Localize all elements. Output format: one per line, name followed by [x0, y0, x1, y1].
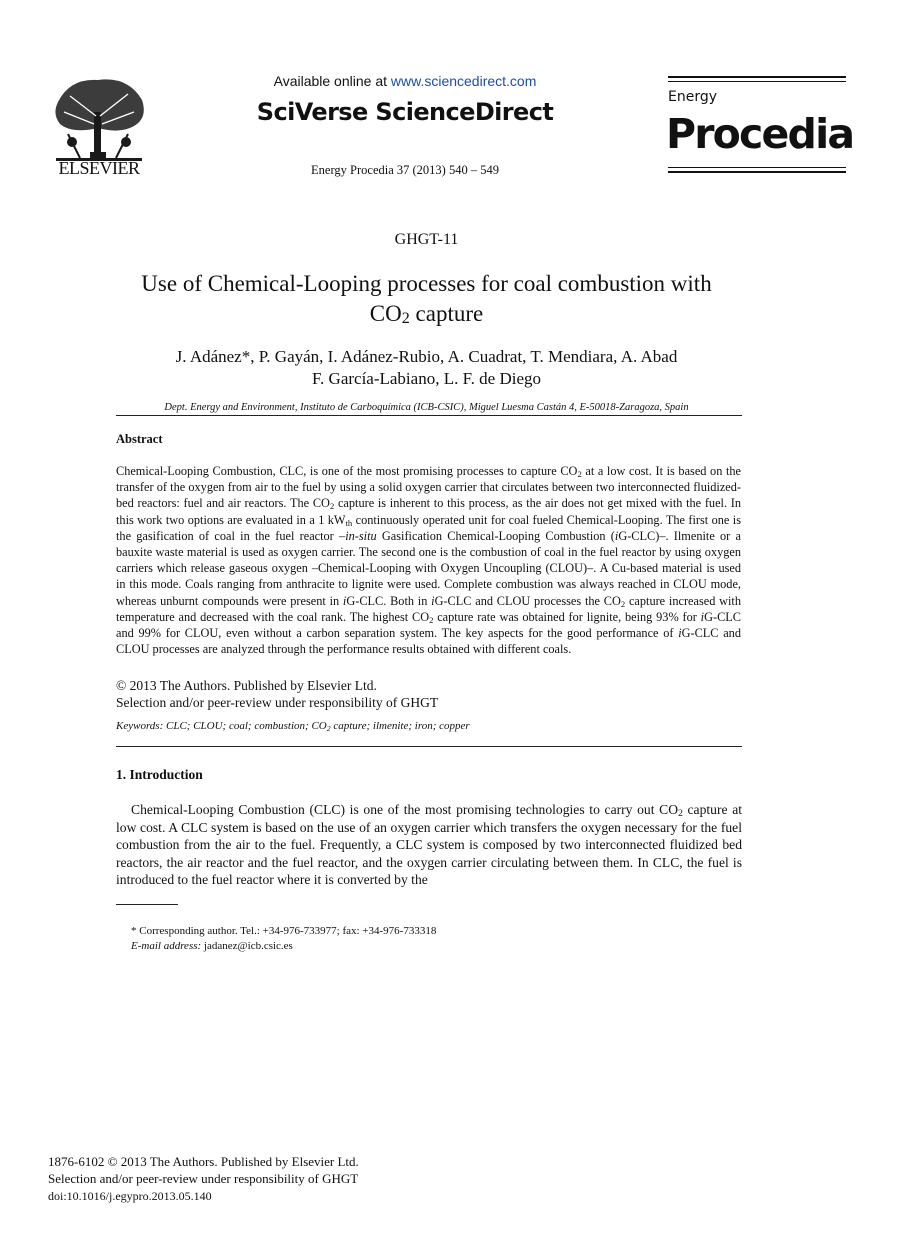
title-co: CO — [369, 301, 402, 326]
abstract-subscript: 2 — [429, 614, 434, 625]
title-line-1: Use of Chemical-Looping processes for coal combustion with — [141, 271, 712, 296]
affiliation: Dept. Energy and Environment, Instituto de Carboquímica (ICB-CSIC), Miguel Luesma Castán 4, E-50018-Zaragoza, Spain — [164, 402, 689, 413]
abstract-text: G-CLC)–. Ilmenite or a bauxite waste material is used as oxygen carrier. The second one is the combustion of coal in the fuel reactor by using oxygen carriers which release gaseous oxygen –Chemical-Looping with Oxygen Uncoupling (CLOU)–. A Cu-based material is used in this mode. Coals ranging from anthracite to lignite were used. Complete combustion was always reached in CLOU mode, whereas unburnt compounds were present in — [116, 528, 741, 608]
abstract-italic: i — [678, 626, 682, 641]
abstract-italic: in-situ — [345, 528, 377, 543]
abstract-subscript: 2 — [329, 501, 335, 512]
abstract-text: capture is inherent to this process, as the air does not get mixed with the fuel. In this work two options are evaluated in a 1 kW — [116, 496, 741, 527]
issn-copyright: 1876-6102 © 2013 The Authors. Published by Elsevier Ltd. — [48, 1154, 359, 1169]
authors-line-1: J. Adánez*, P. Gayán, I. Adánez-Rubio, A. Cuadrat, T. Mendiara, A. Abad — [175, 347, 678, 366]
abstract-text: capture rate was obtained for lignite, being 93% for — [433, 609, 701, 624]
author-list — [80, 346, 773, 390]
abstract-text: G-CLC and 99% for CLOU, even without a carbon separation system. The key aspects for the good performance of — [116, 609, 741, 641]
title-subscript: 2 — [401, 310, 410, 327]
footnote-rule — [116, 904, 178, 905]
abstract-text: Gasification Chemical-Looping Combustion ( — [376, 528, 615, 543]
section-heading-introduction: 1. Introduction — [116, 767, 203, 782]
abstract-text: at a low cost. It is based on the transfer of the oxygen from air to the fuel by using a solid oxygen carrier that circulates between two interconnected fluidized-bed reactors: fuel and air reactors. The CO — [116, 464, 741, 511]
keywords — [116, 720, 470, 732]
available-online-line — [200, 73, 610, 89]
abstract-text: Chemical-Looping Combustion, CLC, is one of the most promising processes to capture CO — [116, 464, 578, 478]
abstract-subscript: 2 — [620, 598, 626, 609]
authors-line-2: F. García-Labiano, L. F. de Diego — [311, 369, 542, 388]
intro-text: capture at low cost. A CLC system is based on the use of an oxygen carrier which transfers the oxygen necessary for the fuel combustion from the air to the fuel. Frequently, a CLC system is composed by two interconnected fluidized bed reactors, the air reactor and the fuel reactor, and the oxygen carrier circulating between them. In CLC, the fuel is introduced to the fuel reactor where it is converted by the — [116, 802, 743, 888]
footnote-corresponding-author: * Corresponding author. Tel.: +34-976-733977; fax: +34-976-733318 — [131, 925, 437, 937]
email-address[interactable]: jadanez@icb.csic.es — [201, 940, 293, 952]
peer-review-notice: Selection and/or peer-review under responsibility of GHGT — [116, 695, 439, 710]
keywords-text: Keywords: CLC; CLOU; coal; combustion; CO — [116, 720, 327, 732]
available-online-prefix: Available online at — [273, 73, 391, 89]
conference-name: GHGT-11 — [394, 231, 459, 248]
abstract-text: G-CLC and CLOU processes the CO — [434, 593, 621, 608]
elsevier-wordmark: ELSEVIER — [58, 158, 140, 178]
abstract-italic: i — [700, 609, 705, 624]
intro-text: Chemical-Looping Combustion (CLC) is one of the most promising technologies to carry out CO — [131, 802, 679, 817]
keywords-text: capture; ilmenite; iron; copper — [330, 720, 470, 732]
abstract-text: G-CLC. Both in — [346, 593, 432, 608]
abstract-body — [116, 463, 741, 657]
sciencedirect-link[interactable]: www.sciencedirect.com — [390, 73, 537, 89]
bottom-peer-review: Selection and/or peer-review under responsibility of GHGT — [48, 1171, 359, 1186]
doi[interactable]: doi:10.1016/j.egypro.2013.05.140 — [48, 1189, 212, 1203]
abstract-heading: Abstract — [116, 432, 163, 446]
copyright-notice: © 2013 The Authors. Published by Elsevier Ltd. — [116, 678, 377, 693]
journal-brand-procedia: Procedia — [666, 110, 854, 158]
abstract-italic: i — [431, 593, 435, 608]
abstract-text: capture increased with temperature and decreased with the coal rank. The highest CO — [116, 593, 741, 624]
title-line-2: capture — [409, 301, 484, 326]
divider-affiliation — [116, 415, 742, 416]
email-label: E-mail address: — [131, 940, 202, 952]
abstract-italic: i — [342, 593, 347, 608]
intro-subscript: 2 — [678, 809, 683, 819]
journal-brand-energy: Energy — [668, 89, 718, 105]
introduction-paragraph — [116, 801, 742, 889]
abstract-subscript: 2 — [577, 469, 582, 479]
sciverse-sciencedirect-logo: SciVerse ScienceDirect — [256, 98, 554, 126]
abstract-text: continuously operated unit for coal fueled Chemical-Looping. The first one is the gasification of coal in the fuel reactor – — [116, 512, 741, 543]
divider-abstract — [116, 746, 742, 747]
abstract-text: G-CLC and CLOU processes are analyzed through the performance results obtained with different coals. — [116, 626, 741, 657]
abstract-subscript: th — [345, 517, 353, 528]
footnote-email — [131, 940, 293, 952]
paper-title — [100, 269, 753, 329]
abstract-italic: i — [614, 528, 619, 543]
journal-reference: Energy Procedia 37 (2013) 540 – 549 — [311, 163, 499, 177]
keywords-subscript: 2 — [326, 724, 331, 733]
